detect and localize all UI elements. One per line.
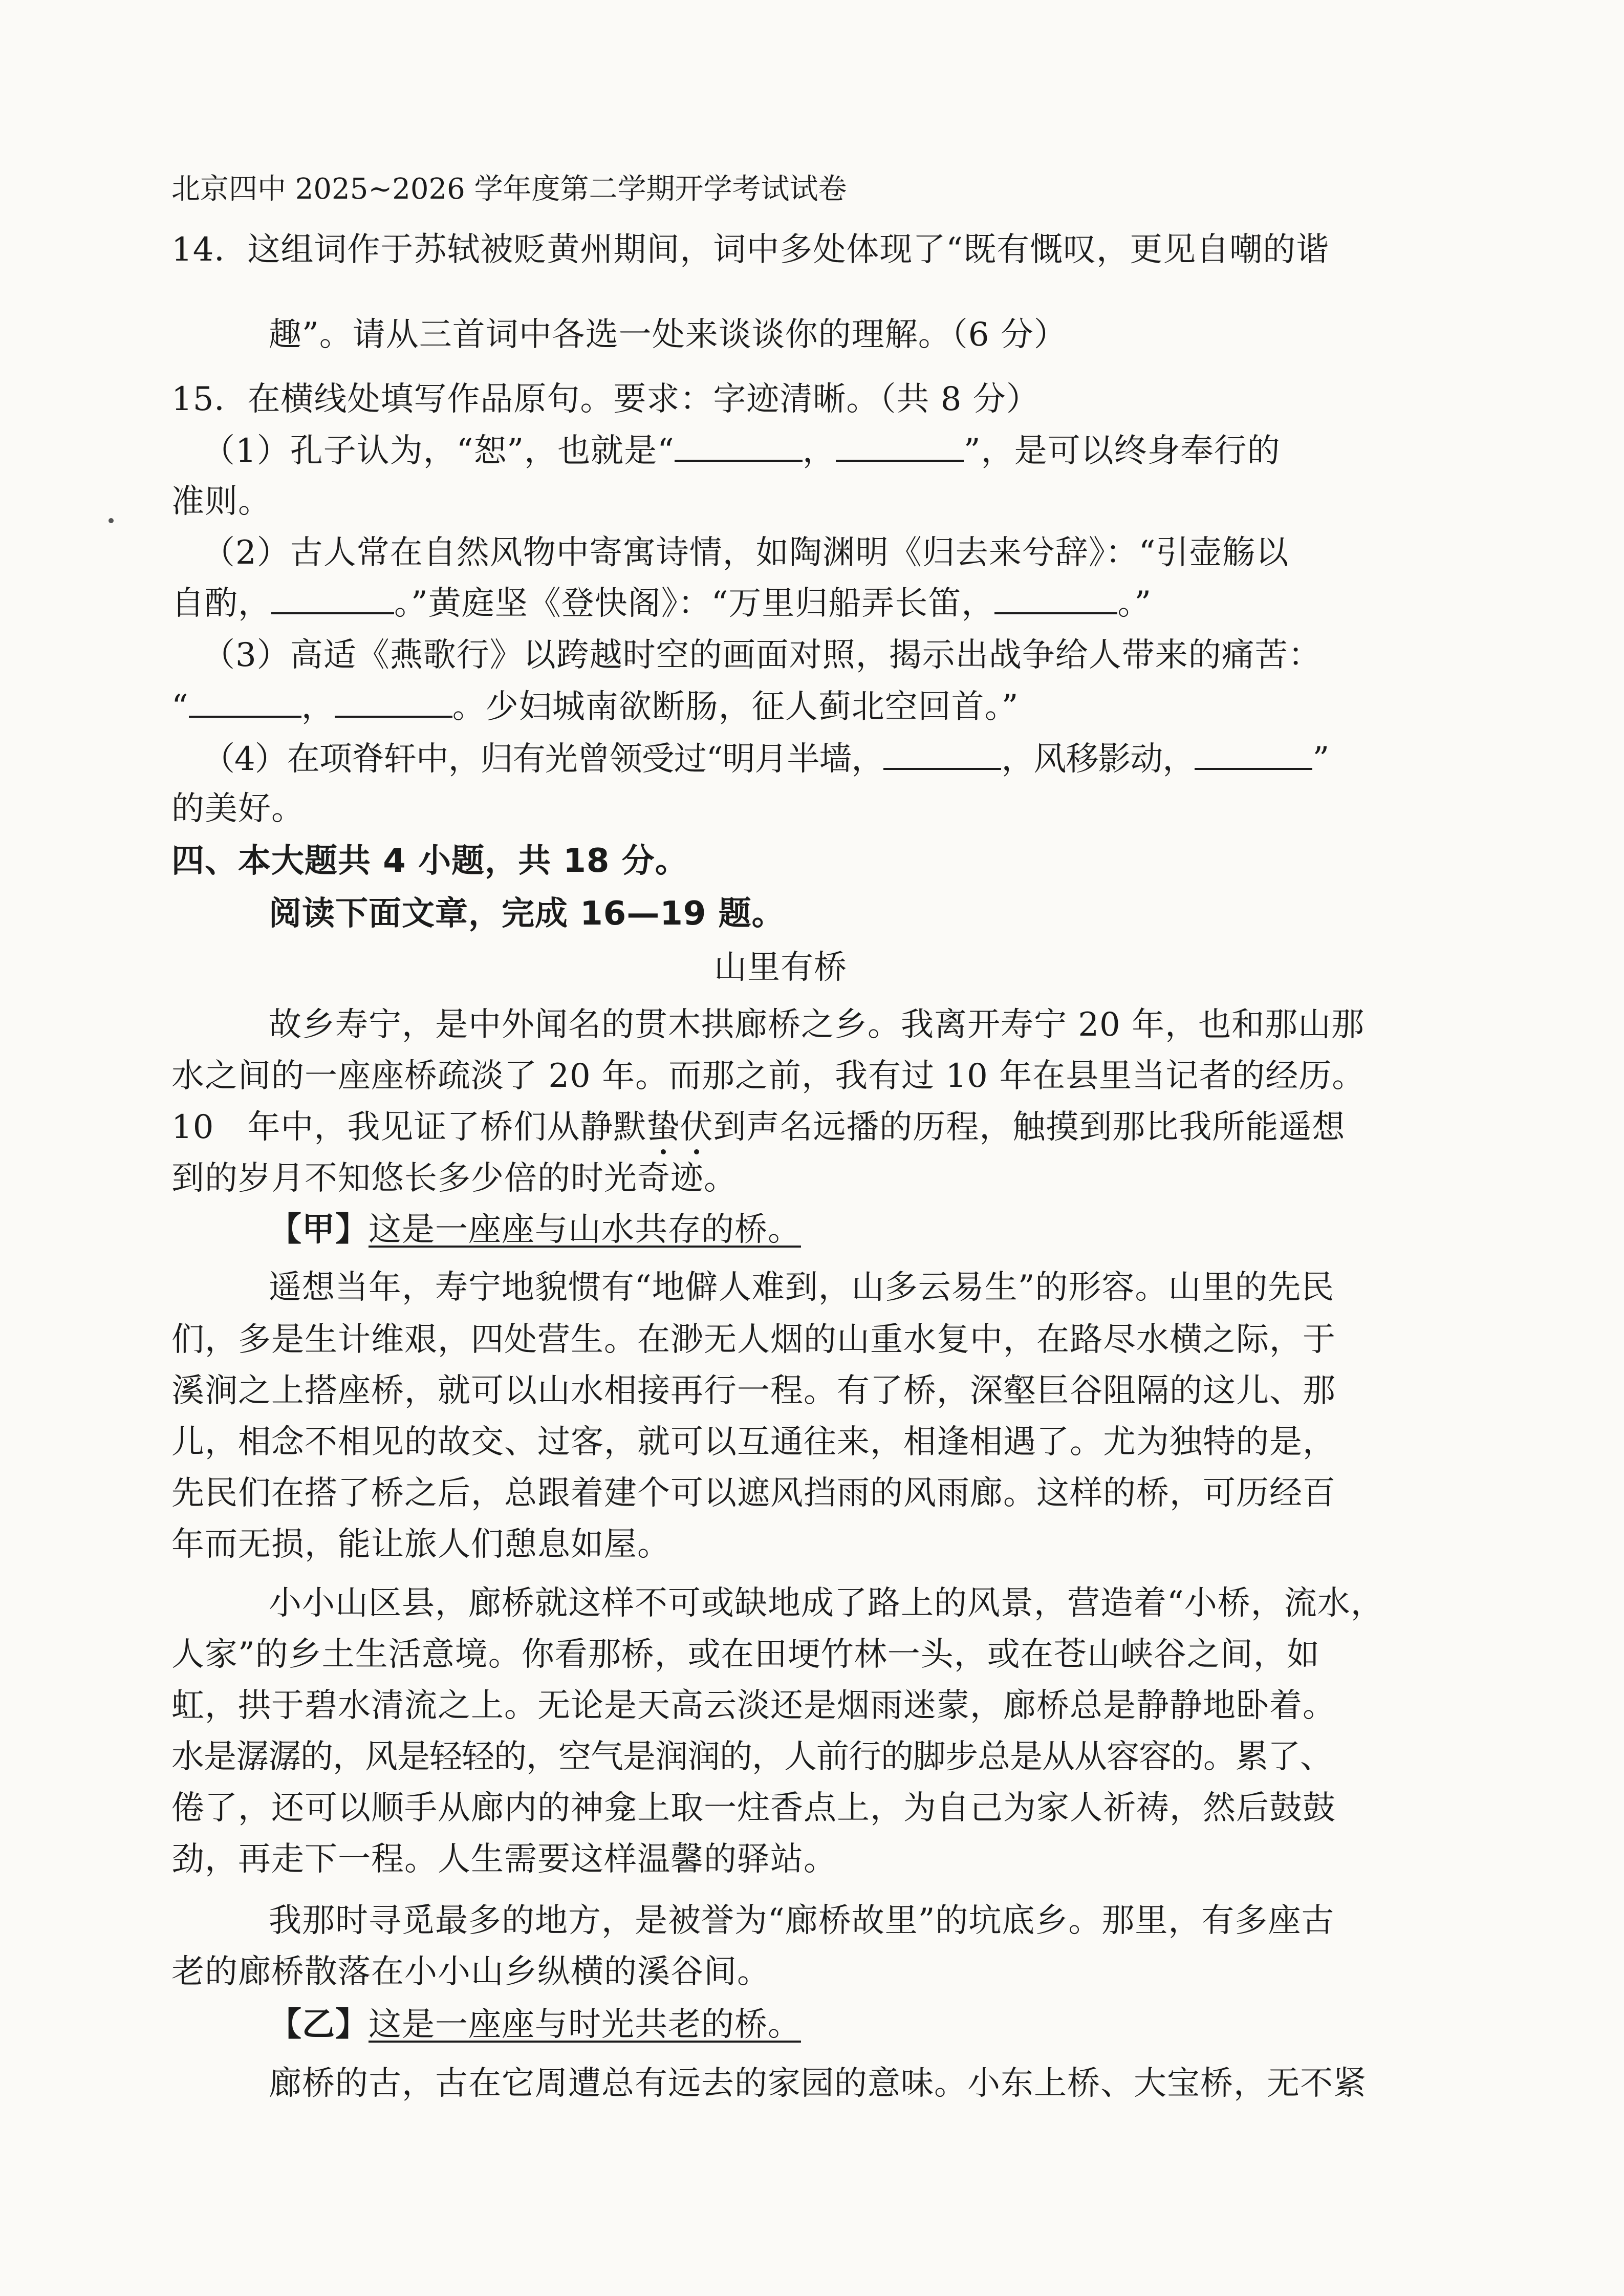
answer-blank[interactable] <box>335 686 452 718</box>
emphasized-char: 蛰 <box>646 1108 680 1146</box>
q15-2-text-a: 自酌， <box>171 585 271 623</box>
p1-l3-text-d: 到声名远播的历程，触摸到那比我所能遥想 <box>713 1108 1346 1146</box>
paragraph-1-line-1: 故乡寿宁，是中外闻名的贯木拱廊桥之乡。我离开寿宁 20 年，也和那山那 <box>269 1006 1365 1044</box>
q15-3-text-b: ， <box>301 688 335 726</box>
paragraph-2-line-4: 儿，相念不相见的故交、过客，就可以互通往来，相逢相遇了。尤为独特的是， <box>171 1423 1336 1461</box>
question-14-line-1: 14．这组词作于苏轼被贬黄州期间，词中多处体现了“既有慨叹，更见自嘲的谐 <box>171 231 1330 269</box>
p1-l3-text-a: 10 年中，我见证了桥们从静默 <box>171 1108 647 1146</box>
paragraph-3-line-1: 小小山区县，廊桥就这样不可或缺地成了路上的风景，营造着“小桥，流水， <box>269 1584 1384 1622</box>
question-15-item-1-cont: 准则。 <box>171 483 271 521</box>
answer-blank[interactable] <box>189 686 301 718</box>
question-14-line-2: 趣”。请从三首词中各选一处来谈谈你的理解。（6 分） <box>269 316 1067 354</box>
underlined-sentence-jia: 这是一座座与山水共存的桥。 <box>369 1211 801 1249</box>
paragraph-1-line-2: 水之间的一座座桥疏淡了 20 年。而那之前，我有过 10 年在县里当记者的经历。 <box>171 1057 1366 1095</box>
paragraph-2-line-1: 遥想当年，寿宁地貌惯有“地僻人难到，山多云易生”的形容。山里的先民 <box>269 1269 1335 1306</box>
question-15-item-3-line-2 <box>171 686 1019 727</box>
article-title: 山里有桥 <box>714 949 847 986</box>
paragraph-5-line-1: 廊桥的古，古在它周遭总有远去的家园的意味。小东上桥、大宝桥，无不紧 <box>269 2065 1367 2102</box>
q15-2-text-c: 。” <box>1117 585 1152 623</box>
marker-yi-line <box>269 2004 801 2045</box>
marker-jia-line <box>269 1209 801 1250</box>
paragraph-3-line-2: 人家”的乡土生活意境。你看那桥，或在田埂竹林一头，或在苍山峡谷之间，如 <box>171 1636 1320 1673</box>
answer-blank[interactable] <box>994 583 1117 614</box>
q15-1-text-b: ， <box>802 432 836 470</box>
paragraph-3-line-6: 劲，再走下一程。人生需要这样温馨的驿站。 <box>171 1840 837 1878</box>
paragraph-1-line-4: 到的岁月不知悠长多少倍的时光奇迹。 <box>171 1160 737 1197</box>
question-15-item-4-cont: 的美好。 <box>171 790 305 828</box>
paragraph-1-line-3 <box>171 1107 1345 1148</box>
marker-yi: 【乙】 <box>269 2006 369 2044</box>
q15-1-text-c: ”，是可以终身奉行的 <box>963 432 1281 470</box>
exam-header: 北京四中 2025~2026 学年度第二学期开学考试试卷 <box>171 173 847 206</box>
question-15-item-1 <box>202 430 1281 471</box>
question-15-item-4 <box>202 738 1329 780</box>
paragraph-3-line-5: 倦了，还可以顺手从廊内的神龛上取一炷香点上，为自己为家人祈祷，然后鼓鼓 <box>171 1789 1336 1827</box>
answer-blank[interactable] <box>883 738 1001 770</box>
answer-blank[interactable] <box>836 430 964 462</box>
question-15-intro: 15．在横线处填写作品原句。要求：字迹清晰。（共 8 分） <box>171 380 1040 418</box>
paragraph-2-line-3: 溪涧之上搭座桥，就可以山水相接再行一程。有了桥，深壑巨谷阻隔的这儿、那 <box>171 1372 1336 1410</box>
marker-jia: 【甲】 <box>269 1211 369 1249</box>
q15-2-text-b: 。”黄庭坚《登快阁》：“万里归船弄长笛， <box>394 585 995 623</box>
q15-3-text-c: 。少妇城南欲断肠，征人蓟北空回首。” <box>452 688 1019 726</box>
q15-3-text-a: “ <box>171 688 189 726</box>
paragraph-2-line-2: 们，多是生计维艰，四处营生。在渺无人烟的山重水复中，在路尽水横之际，于 <box>171 1321 1336 1359</box>
answer-blank[interactable] <box>675 430 803 462</box>
q15-4-text-c: ” <box>1312 740 1329 778</box>
question-15-item-3-line-1: （3）高适《燕歌行》以跨越时空的画面对照，揭示出战争给人带来的痛苦： <box>202 636 1322 674</box>
section-4-heading: 四、本大题共 4 小题，共 18 分。 <box>171 842 688 880</box>
q15-4-text-b: ，风移影动， <box>1001 740 1195 778</box>
question-15-item-2-line-2 <box>171 583 1152 624</box>
paragraph-2-line-5: 先民们在搭了桥之后，总跟着建个可以遮风挡雨的风雨廊。这样的桥，可历经百 <box>171 1474 1336 1512</box>
question-15-item-2-line-1: （2）古人常在自然风物中寄寓诗情，如陶渊明《归去来兮辞》：“引壶觞以 <box>202 534 1289 572</box>
paragraph-3-line-3: 虹，拱于碧水清流之上。无论是天高云淡还是烟雨迷蒙，廊桥总是静静地卧着。 <box>171 1687 1336 1725</box>
answer-blank[interactable] <box>271 583 394 614</box>
answer-blank[interactable] <box>1195 738 1312 770</box>
paragraph-3-line-4: 水是潺潺的，风是轻轻的，空气是润润的，人前行的脚步总是从从容容的。累了、 <box>171 1738 1332 1776</box>
q15-4-text-a: （4）在项脊轩中，归有光曾领受过“明月半墙， <box>202 740 884 778</box>
q15-1-text-a: （1）孔子认为，“恕”，也就是“ <box>202 432 675 470</box>
paragraph-4-line-1: 我那时寻觅最多的地方，是被誉为“廊桥故里”的坑底乡。那里，有多座古 <box>269 1902 1335 1940</box>
scan-speck <box>109 518 114 523</box>
underlined-sentence-yi: 这是一座座与时光共老的桥。 <box>369 2006 801 2044</box>
emphasized-char: 伏 <box>680 1108 713 1146</box>
section-4-instruction: 阅读下面文章，完成 16—19 题。 <box>269 895 785 933</box>
paragraph-4-line-2: 老的廊桥散落在小小山乡纵横的溪谷间。 <box>171 1953 770 1991</box>
paragraph-2-line-6: 年而无损，能让旅人们憩息如屋。 <box>171 1526 670 1563</box>
